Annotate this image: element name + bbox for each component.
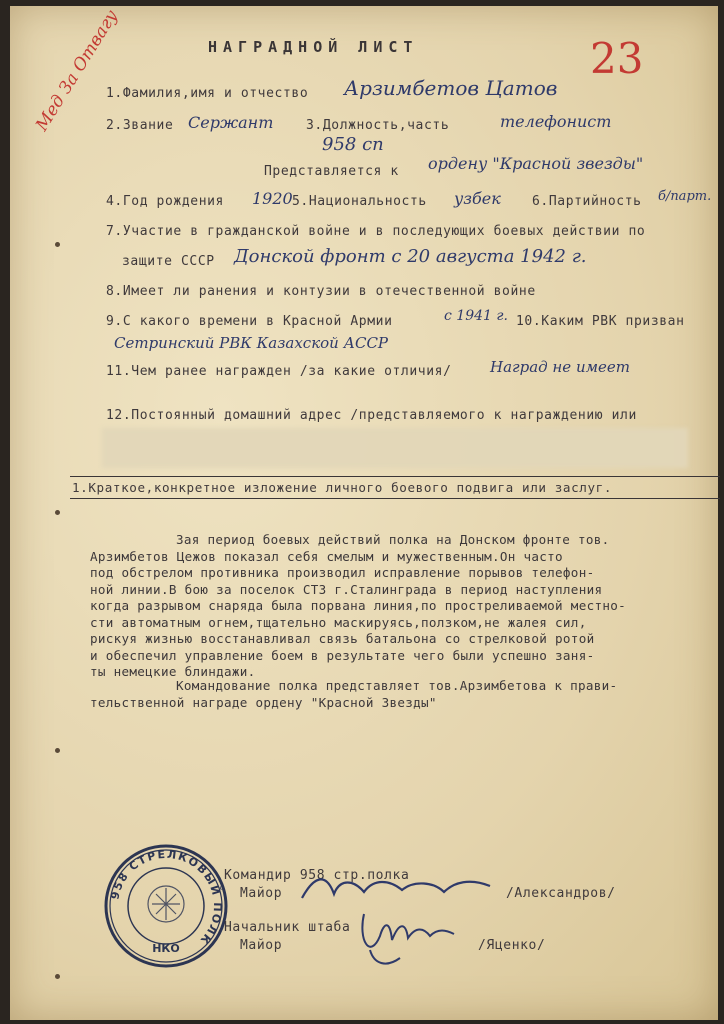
commander-name: /Александров/ bbox=[506, 886, 616, 901]
field-wounds-label: 8.Имеет ли ранения и контузии в отечественной войне bbox=[106, 284, 536, 299]
narrative-line: сти автоматным огнем,тщательно маскируясь,ползком,не жалея сил, bbox=[90, 614, 587, 630]
narrative-line: когда разрывом снаряда была порвана линия,по простреливаемой местно- bbox=[90, 598, 626, 613]
field-name-label: 1.Фамилия,имя и отчество bbox=[106, 86, 309, 101]
punch-hole bbox=[55, 748, 60, 753]
field-participation-label: 7.Участие в гражданской войне и в последующих боевых действии по bbox=[106, 224, 646, 239]
field-address-label: 12.Постоянный домашний адрес /представляемого к награждению или bbox=[106, 408, 637, 423]
field-participation-value: Донской фронт с 20 августа 1942 г. bbox=[234, 246, 587, 267]
punch-hole bbox=[55, 242, 60, 247]
section-header: 1.Краткое,конкретное изложение личного боевого подвига или заслуг. bbox=[72, 480, 613, 495]
section-line-bottom bbox=[70, 498, 720, 499]
field-position-label: 3.Должность,часть bbox=[306, 118, 450, 133]
narrative-line: под обстрелом противника производил исправление порывов телефон- bbox=[90, 565, 595, 580]
narrative-line: ной линии.В бою за поселок СТЗ г.Сталинграда в период наступления bbox=[90, 581, 603, 597]
commander-rank: Майор bbox=[240, 886, 283, 901]
staff-rank: Майор bbox=[240, 938, 283, 953]
field-position-value: телефонист bbox=[500, 112, 612, 131]
field-rank-value: Сержант bbox=[188, 113, 274, 132]
field-participation-label-2: защите СССР bbox=[122, 254, 215, 269]
field-name-value: Арзимбетов Цатов bbox=[344, 76, 558, 100]
field-unit-value: 958 сп bbox=[322, 134, 384, 155]
field-awards-value: Наград не имеет bbox=[490, 358, 631, 376]
narrative-line: рискуя жизнью восстанавливал связь батальона со стрелковой ротой bbox=[90, 631, 595, 646]
margin-note: Мед За Отвагу bbox=[32, 6, 123, 135]
field-rvk-label: 10.Каким РВК призван bbox=[516, 314, 685, 329]
recommendation-line: Командование полка представляет тов.Арзимбетова к прави- bbox=[176, 678, 618, 693]
page-number: 23 bbox=[590, 34, 644, 83]
staff-title: Начальник штаба bbox=[224, 920, 351, 935]
presented-label: Представляется к bbox=[264, 164, 399, 179]
field-since-value: с 1941 г. bbox=[444, 308, 508, 324]
stamp-ring-text: 958 СТРЕЛКОВЫЙ ПОЛК bbox=[108, 847, 225, 948]
recommendation-line: тельственной награде ордену "Красной Звезды" bbox=[90, 694, 437, 710]
staff-name: /Яценко/ bbox=[478, 938, 546, 953]
field-rank-label: 2.Звание bbox=[106, 118, 174, 133]
punch-hole bbox=[55, 974, 60, 979]
field-awards-label: 11.Чем ранее награжден /за какие отличия/ bbox=[106, 364, 452, 379]
commander-title: Командир 958 стр.полка bbox=[224, 868, 410, 883]
staff-signature bbox=[350, 900, 470, 972]
field-since-label: 9.С какого времени в Красной Армии bbox=[106, 314, 393, 329]
field-birth-value: 1920 bbox=[252, 189, 293, 208]
redacted-address bbox=[102, 428, 688, 468]
punch-hole bbox=[55, 510, 60, 515]
award-sheet bbox=[10, 6, 718, 1020]
field-nationality-value: узбек bbox=[454, 189, 501, 208]
field-nationality-label: 5.Национальность bbox=[292, 194, 427, 209]
narrative-line: Арзимбетов Цежов показал себя смелым и мужественным.Он часто bbox=[90, 548, 563, 564]
regiment-stamp-seal bbox=[102, 842, 230, 970]
presented-value: ордену "Красной звезды" bbox=[428, 154, 644, 173]
stamp-bottom-text: НКО bbox=[152, 942, 180, 955]
field-rvk-value: Сетринский РВК Казахской АССР bbox=[114, 334, 389, 352]
narrative-line: Зая период боевых действий полка на Донском фронте тов. bbox=[176, 532, 610, 547]
document-title: НАГРАДНОЙ ЛИСТ bbox=[208, 38, 419, 56]
field-party-label: 6.Партийность bbox=[532, 194, 642, 209]
field-party-value: б/парт. bbox=[658, 189, 712, 204]
narrative-line: и обеспечил управление боем в результате чего были успешно заня- bbox=[90, 647, 595, 663]
narrative-line: ты немецкие блиндажи. bbox=[90, 664, 256, 679]
section-line-top bbox=[70, 476, 720, 477]
field-birth-label: 4.Год рождения bbox=[106, 194, 224, 209]
